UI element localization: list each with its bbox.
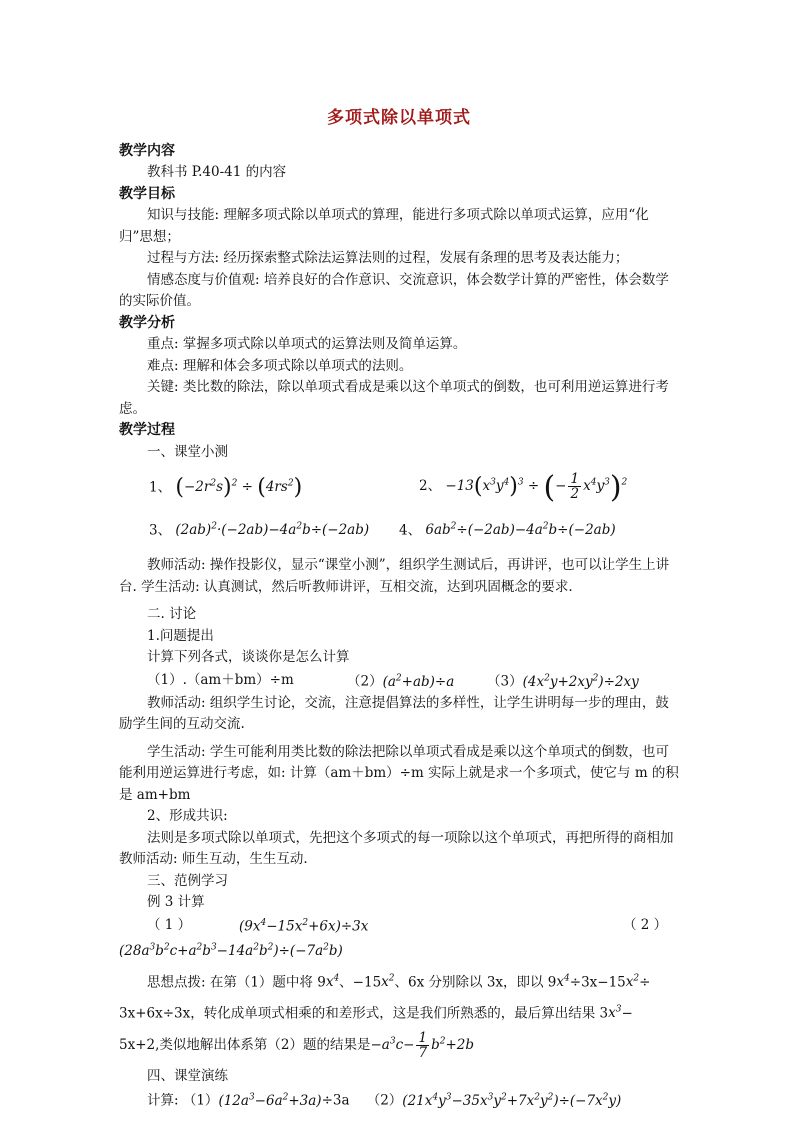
analysis-difficulty: 难点: 理解和体会多项式除以单项式的法则。 — [147, 357, 413, 374]
heading-process: 教学过程 — [119, 422, 175, 438]
quiz-item-2: 2、 $-13(x^3y^4)^3$ ÷ (− $\frac{1}{2}$ $x^4y^3)^2$ — [419, 469, 628, 505]
rule-text: 法则是多项式除以单项式，先把这个多项式的每一项除以这个单项式，再把所得的商相加教师活动: 师生互动，生生互动. — [119, 829, 674, 867]
example-1-formula: $(9x^4-15x^2+6x)\div 3x$ — [239, 918, 369, 935]
example-2-formula: $(28a^3b^2c+a^2b^3-14a^2b^2)\div(-7a^2b)$ — [119, 942, 343, 959]
problem-3: $(3)(4x^2y+2xy^2)\div 2xy$ — [487, 673, 639, 690]
goal-process: 过程与方法: 经历探索整式除法运算法则的过程，发展有条理的思考及表达能力； — [147, 250, 629, 266]
section-discussion: 二. 讨论 — [147, 606, 197, 622]
page-title: 多项式除以单项式 — [327, 108, 471, 128]
quiz-formula-2: $-13(x^3y^4)^3$ ÷ (− $\frac{1}{2}$ $x^4y^3)^2$ — [445, 469, 628, 505]
practice-line: 计算: $(1)(12a^3-6a^2+3a)\div 3a$ $(2)(21x^4y^3-35x^3y^2+7x^2y^2)\div(-7x^2y)$ — [147, 1092, 622, 1109]
teacher-activity-2: 教师活动: 组织学生讨论，交流，注意提倡算法的多样性，让学生讲明每一步的理由，鼓励学生间的互动交流. — [119, 694, 669, 732]
example-title: 例 3 计算 — [147, 894, 205, 910]
quiz-row-2 — [119, 515, 679, 543]
document-body — [119, 100, 679, 1112]
problem-2: $(2)(a^2+ab)\div a$ — [347, 673, 455, 690]
student-activity-2: 学生活动: 学生可能利用类比数的除法把除以单项式看成是乘以这个单项式的倒数，也可能利用逆运算进行考虑，如: 计算（am＋bm）÷m 实际上就是求一个多项式，使它与 m 的积是 am+bm — [119, 743, 679, 803]
practice-formula-1: $(12a^3-6a^2+3a)$ — [218, 1092, 322, 1109]
quiz-formula-4: $6ab^2\div(-2ab)-4a^2b\div(-2ab)$ — [425, 521, 616, 538]
heading-goals: 教学目标 — [119, 185, 175, 202]
quiz-formula-3: $(2ab)^2\cdot(-2ab)-4a^2b\div(-2ab)$ — [175, 521, 370, 538]
section-consensus: 2、形成共识: — [147, 808, 228, 824]
quiz-row-1 — [119, 469, 679, 503]
quiz-item-1: 1、 $(-2r^2s)^2 \div (4rs^2)$ — [149, 475, 303, 500]
example-row — [119, 914, 679, 938]
practice-formula-2: $(21x^4y^3-35x^3y^2+7x^2y^2)\div(-7x^2y)$ — [402, 1092, 622, 1109]
example-2-label: （ 2 ） — [623, 916, 668, 933]
section-practice: 四、课堂演练 — [147, 1067, 228, 1084]
analysis-crux: 关键: 类比数的除法，除以单项式看成是乘以这个单项式的倒数，也可利用逆运算进行考虑。 — [119, 379, 669, 417]
hint-line-2: 3x+6x÷3x，转化成单项式相乘的和差形式，这是我们所熟悉的，最后算出结果 $3x^3-$ — [119, 1004, 633, 1021]
problem-row — [119, 669, 679, 693]
discussion-problem-text: 计算下列各式，谈谈你是怎么计算 — [147, 649, 350, 665]
content-text: 教科书 P.40-41 的内容 — [147, 164, 287, 180]
quiz-item-4: 4、 $6ab^2\div(-2ab)-4a^2b\div(-2ab)$ — [399, 521, 616, 538]
teacher-activity-1: 教师活动: 操作投影仪，显示“课堂小测”，组织学生测试后，再讲评，也可以让学生上讲台. 学生活动: 认真测试，然后听教师讲评，互相交流，达到巩固概念的要求. — [119, 557, 670, 595]
section-quiz: 一、课堂小测 — [147, 443, 228, 460]
section-examples: 三、范例学习 — [147, 872, 228, 889]
quiz-formula-1: $(-2r^2s)^2 \div (4rs^2)$ — [175, 475, 303, 500]
problem-1: （1）.（am＋bm）÷m — [147, 671, 294, 688]
goal-knowledge: 知识与技能: 理解多项式除以单项式的算理，能进行多项式除以单项式运算，应用“化归”思想； — [119, 207, 649, 245]
goal-attitude: 情感态度与价值观: 培养良好的合作意识、交流意识，体会数学计算的严密性，体会数学的实际价值。 — [119, 271, 669, 309]
quiz-item-3: 3、 $(2ab)^2\cdot(-2ab)-4a^2b\div(-2ab)$ — [149, 521, 370, 538]
analysis-key-point: 重点: 掌握多项式除以单项式的运算法则及简单运算。 — [147, 336, 467, 352]
heading-content: 教学内容 — [119, 142, 175, 159]
example-1-label: （ 1 ） — [147, 916, 192, 933]
hint-result-formula: $-a^3c-$ $\frac{1}{7}$ $b^2+2b$ — [370, 1029, 474, 1061]
hint-line-3: 5x+2,类似地解出体系第（2）题的结果是$-a^3c-$ $\frac{1}{7}$ $b^2+2b$ — [119, 1029, 474, 1061]
heading-analysis: 教学分析 — [119, 314, 175, 331]
hint-line-1: 思想点拨: 在第（1）题中将 $9x^4$、$-15x^2$、6x 分别除以 3x，即以 $9x^4\div 3x-15x^2\div$ — [147, 973, 651, 990]
discussion-problem: 1.问题提出 — [147, 627, 214, 644]
